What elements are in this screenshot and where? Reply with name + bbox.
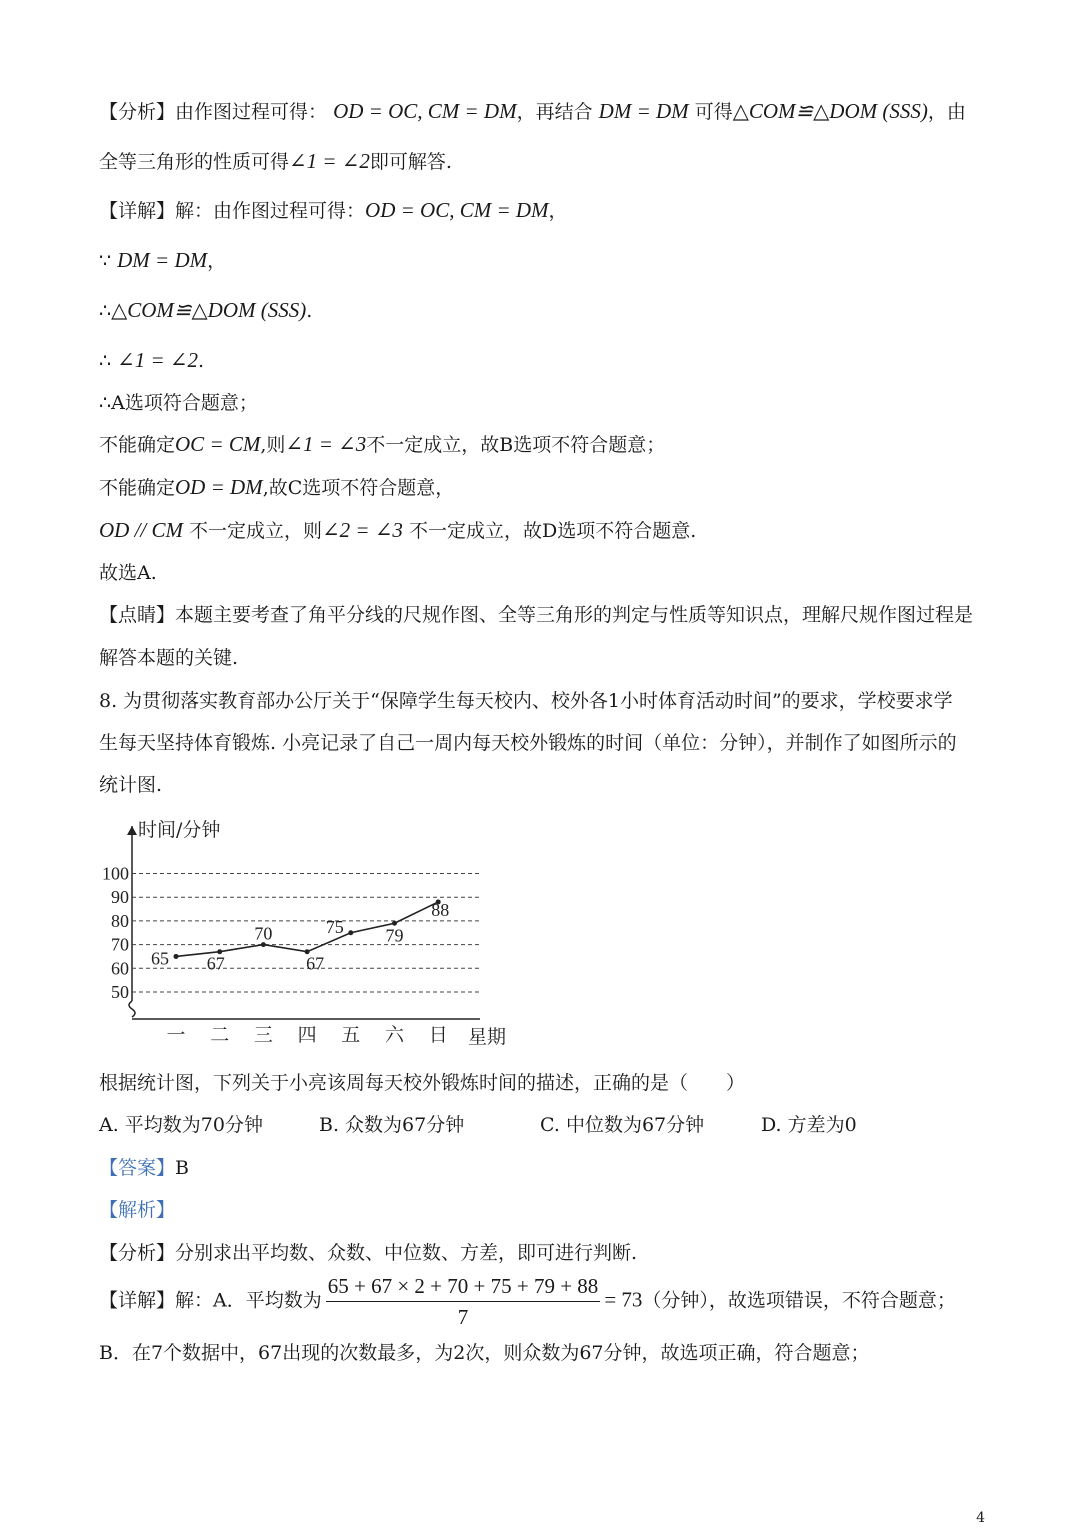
fraction-denominator: 7 bbox=[457, 1305, 469, 1329]
q7-analysis-line-2 bbox=[99, 148, 452, 175]
text: 分别求出平均数、众数、中位数、方差，即可进行判断. bbox=[175, 1242, 638, 1264]
q7-detail-line-6 bbox=[99, 431, 665, 458]
x-tick-label: 二 bbox=[210, 1024, 230, 1046]
text: ， bbox=[207, 250, 227, 272]
text: 本题主要考查了角平分线的尺规作图、全等三角形的判定与性质等知识点，理解尺规作图过程是 bbox=[175, 604, 974, 626]
axis-break bbox=[129, 1001, 135, 1017]
y-axis-label: 时间/分钟 bbox=[138, 819, 221, 841]
therefore-symbol: ∴ bbox=[99, 392, 112, 414]
q8-stem-line-3: 统计图. bbox=[99, 774, 163, 796]
math-expr: OD = OC, CM = DM bbox=[333, 99, 517, 123]
text: ，由 bbox=[927, 101, 966, 123]
y-tick-label: 100 bbox=[102, 863, 129, 884]
text: A选项符合题意； bbox=[111, 392, 258, 414]
therefore-symbol: ∴ bbox=[99, 300, 112, 322]
text: ,则 bbox=[260, 434, 286, 456]
data-label: 67 bbox=[206, 953, 225, 974]
q7-detail-line-1 bbox=[99, 197, 568, 224]
text: ，再结合 bbox=[516, 101, 593, 123]
text: ， bbox=[548, 200, 568, 222]
q8-stem-line-2: 生每天坚持体育锻炼. 小亮记录了自己一周内每天校外锻炼的时间（单位：分钟），并制作了如图所示的 bbox=[99, 732, 957, 754]
text: . bbox=[198, 350, 205, 372]
y-tick-label: 60 bbox=[111, 958, 129, 979]
comment-label: 【点睛】 bbox=[99, 604, 176, 626]
data-label: 65 bbox=[151, 948, 169, 969]
math-expr: OC = CM bbox=[175, 432, 261, 456]
math-expr: OD = OC, CM = DM bbox=[365, 198, 549, 222]
q8-detail-line-2: B．在7个数据中，67出现的次数最多，为2次，则众数为67分钟，故选项正确，符合题意； bbox=[99, 1342, 870, 1364]
page-number: 4 bbox=[976, 1510, 985, 1526]
option-a: A. 平均数为70分钟 bbox=[99, 1114, 263, 1136]
math-expr: ∠1 = ∠2 bbox=[117, 348, 199, 372]
text: （分钟），故选项错误，不符合题意； bbox=[642, 1289, 956, 1312]
x-tick-label: 六 bbox=[384, 1024, 405, 1046]
answer-label: 【答案】 bbox=[99, 1157, 176, 1179]
answer-value: B bbox=[175, 1157, 189, 1179]
fraction bbox=[326, 1273, 601, 1330]
q7-detail-line-4 bbox=[99, 347, 204, 374]
therefore-symbol: ∴ bbox=[99, 350, 112, 372]
text: 不能确定 bbox=[99, 434, 176, 456]
math-expr: ∠1 = ∠3 bbox=[285, 432, 367, 456]
y-tick-label: 50 bbox=[111, 982, 129, 1002]
analysis-label: 【分析】 bbox=[99, 101, 176, 123]
q7-analysis-line-1 bbox=[99, 98, 966, 125]
q7-comment-line-2: 解答本题的关键. bbox=[99, 647, 239, 669]
math-expr: DM = DM bbox=[117, 248, 208, 272]
q8-detail-line-1 bbox=[99, 1273, 956, 1330]
analysis-label: 【分析】 bbox=[99, 1242, 176, 1264]
math-expr: = 73 bbox=[604, 1287, 643, 1312]
data-point bbox=[348, 930, 353, 935]
detail-label: 【详解】 bbox=[99, 1289, 176, 1312]
option-d: D. 方差为0 bbox=[761, 1114, 857, 1136]
because-symbol: ∵ bbox=[99, 250, 112, 272]
x-tick-label: 日 bbox=[428, 1024, 448, 1046]
q7-detail-line-7 bbox=[99, 474, 454, 501]
q7-detail-line-5 bbox=[99, 390, 258, 416]
data-label: 79 bbox=[385, 925, 404, 946]
data-label: 88 bbox=[431, 899, 450, 920]
math-expr: DM = DM bbox=[598, 99, 689, 123]
x-tick-label: 一 bbox=[166, 1024, 186, 1046]
q8-stem-line-1: 8. 为贯彻落实教育部办公厅关于“保障学生每天校内、校外各1小时体育活动时间”的要求，学校要求学 bbox=[99, 690, 953, 712]
option-c: C. 中位数为67分钟 bbox=[540, 1114, 705, 1136]
text: 由作图过程可得： bbox=[175, 101, 328, 123]
y-tick-label: 80 bbox=[111, 910, 129, 931]
option-b: B. 众数为67分钟 bbox=[319, 1114, 465, 1136]
math-expr: △COM≌△DOM (SSS) bbox=[111, 298, 307, 322]
y-axis-arrow bbox=[127, 826, 137, 835]
math-expr: ∠1 = ∠2 bbox=[289, 149, 370, 173]
math-expr: OD // CM bbox=[99, 518, 183, 542]
math-expr: OD = DM bbox=[175, 475, 263, 499]
text: 即可解答. bbox=[369, 151, 452, 173]
line-chart bbox=[96, 812, 526, 1057]
q8-answer bbox=[99, 1155, 189, 1181]
x-axis-label: 星期 bbox=[468, 1026, 507, 1048]
q7-choose: 故选A. bbox=[99, 562, 157, 584]
q8-question: 根据统计图，下列关于小亮该周每天校外锻炼时间的描述，正确的是（ ） bbox=[99, 1072, 746, 1094]
text: 不能确定 bbox=[99, 477, 176, 499]
detail-label: 【详解】 bbox=[99, 200, 176, 222]
text: 全等三角形的性质可得 bbox=[99, 151, 290, 173]
data-label: 67 bbox=[306, 953, 325, 974]
text: 可得 bbox=[694, 101, 733, 123]
q7-detail-line-3 bbox=[99, 297, 312, 324]
x-tick-label: 五 bbox=[341, 1024, 361, 1046]
y-tick-label: 90 bbox=[111, 887, 129, 908]
data-label: 70 bbox=[254, 923, 273, 944]
text: ,故C选项不符合题意， bbox=[262, 477, 455, 499]
q8-analysis bbox=[99, 1240, 637, 1266]
q7-detail-line-2 bbox=[99, 247, 226, 274]
q8-explain-label: 【解析】 bbox=[99, 1199, 176, 1221]
x-tick-label: 三 bbox=[253, 1024, 273, 1046]
text: 解：由作图过程可得： bbox=[175, 200, 366, 222]
q7-detail-line-8 bbox=[99, 517, 696, 544]
math-expr: ∠2 = ∠3 bbox=[322, 518, 403, 542]
q7-comment-line-1 bbox=[99, 602, 973, 628]
text: 不一定成立，故B选项不符合题意； bbox=[366, 434, 666, 456]
data-point bbox=[174, 954, 179, 959]
y-tick-label: 70 bbox=[111, 934, 129, 955]
fraction-numerator: 65 + 67 × 2 + 70 + 75 + 79 + 88 bbox=[326, 1273, 601, 1302]
text: 不一定成立，则 bbox=[189, 520, 323, 542]
x-tick-label: 四 bbox=[297, 1024, 317, 1046]
data-label: 75 bbox=[325, 916, 344, 937]
text: 解：A．平均数为 bbox=[175, 1289, 322, 1312]
text: . bbox=[306, 300, 313, 322]
math-expr: △COM≌△DOM (SSS) bbox=[732, 99, 928, 123]
text: 不一定成立，故D选项不符合题意. bbox=[408, 520, 697, 542]
